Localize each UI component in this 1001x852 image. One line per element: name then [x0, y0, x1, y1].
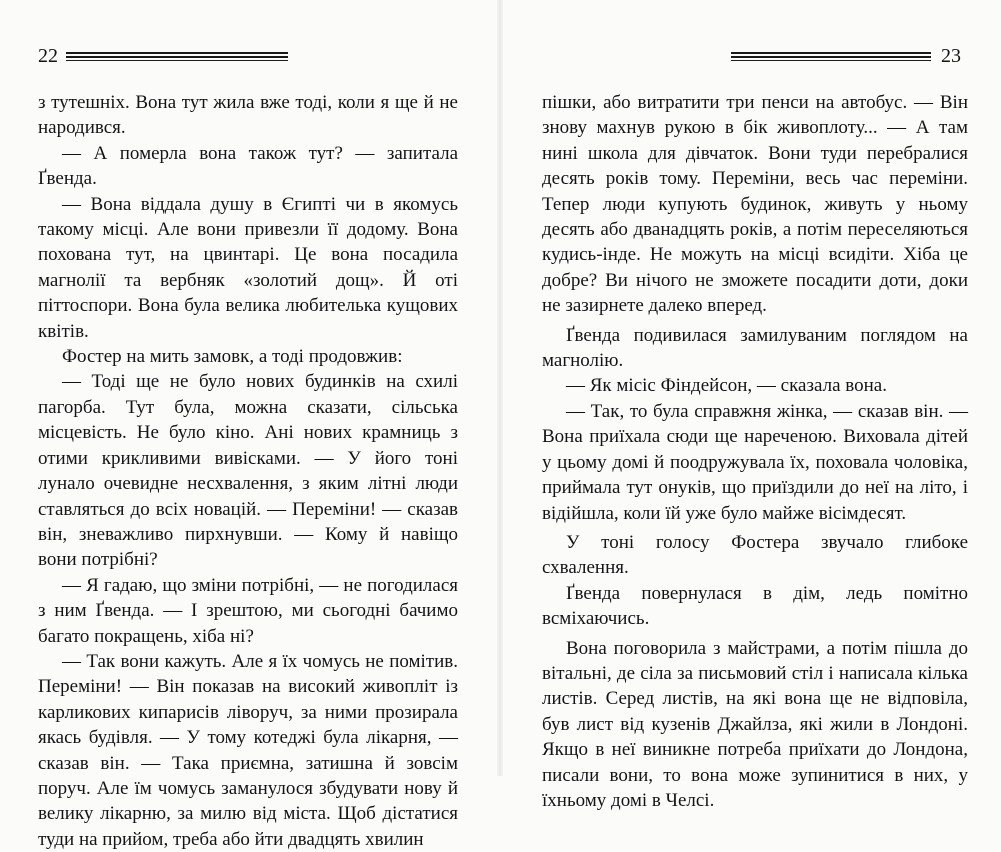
paragraph: У тоні голосу Фостера звучало глибоке схвалення.	[542, 531, 968, 579]
paragraph: — А померла вона також тут? — запитала Ґвенда.	[38, 142, 458, 190]
page-number: 23	[941, 45, 961, 67]
right-page	[500, 0, 1001, 811]
paragraph: Вона поговорила з майстрами, а потім пішла до вітальні, де сіла за письмовий стіл і написала кілька листів. Серед листів, на які вона ще не відповіла, був лист від кузенів Джайлза, які жили в Лондоні. Якщо в неї виникне потреба приїхати до Лондона, писали вони, то вона може зупинитися в них, у їхньому домі в Челсі.	[542, 637, 968, 811]
paragraph: — Я гадаю, що зміни потрібні, — не погодилася з ним Ґвенда. — І зрештою, ми сьогодні бачимо багато покращень, хіба ні?	[38, 574, 458, 647]
paragraph: — Вона віддала душу в Єгипті чи в якомусь такому місці. Але вони привезли її додому. Вона похована тут, на цвинтарі. Це вона посадила магнолії та вербняк «золотий дощ». Й оті піттоспори. Вона була велика любителька кущових квітів.	[38, 193, 458, 342]
right-page-header	[731, 44, 961, 68]
paragraph: — Так вони кажуть. Але я їх чомусь не помітив. Переміни! — Він показав на високий живопліт із карликових кипарисів ліворуч, за ними прозирала якась будівля. — У тому котеджі була лікарня, — сказав він. — Така приємна, затишна й зовсім поруч. Але їм чомусь заманулося збудувати нову й велику лікарню, за милю від міста. Щоб дістатися туди на прийом, треба або йти двадцять хвилин	[38, 650, 458, 850]
page-number: 22	[38, 45, 58, 67]
left-page-text	[38, 90, 458, 852]
left-page	[0, 0, 500, 850]
paragraph: пішки, або витратити три пенси на автобус. — Він знову махнув рукою в бік живоплоту... — А там нині школа для дівчаток. Вони туди перебралися десять років тому. Переміни, весь час переміни. Тепер люди купують будинок, живуть у ньому десять або дванадцять років, а потім переселяються кудись-інде. Не можуть на місці всидіти. Хіба це добре? Ви нічого не зможете посадити доти, доки не зазирнете далеко вперед.	[542, 92, 968, 317]
paragraph: — Тоді ще не було нових будинків на схилі пагорба. Тут була, можна сказати, сільська місцевість. Не було кіно. Ані нових крамниць з отими крикливими вивісками. — У його тоні лунало очевидне несхвалення, з яким літні люди ставляться до всіх новацій. — Переміни! — сказав він, зневажливо пирхнувши. — Кому й навіщо вони потрібні?	[38, 371, 458, 571]
header-rule	[66, 52, 288, 61]
paragraph: Ґвенда повернулася в дім, ледь помітно всміхаючись.	[542, 582, 968, 630]
paragraph: з тутешніх. Вона тут жила вже тоді, коли я ще й не народився.	[38, 92, 458, 139]
header-rule	[731, 52, 931, 61]
right-page-text	[542, 90, 968, 813]
left-page-header	[38, 44, 288, 68]
paragraph: — Як місіс Фіндейсон, — сказала вона.	[566, 375, 887, 397]
paragraph: Фостер на мить замовк, а тоді продовжив:	[62, 346, 403, 368]
paragraph: — Так, то була справжня жінка, — сказав він. — Вона приїхала сюди ще нареченою. Виховала дітей у цьому домі й поодружувала їх, поховала чоловіка, приймала тут онуків, що приїздили до неї на літо, і відійшла, коли їй уже було майже вісімдесят.	[542, 400, 968, 524]
paragraph: Ґвенда подивилася замилуваним поглядом на магнолію.	[542, 324, 968, 372]
